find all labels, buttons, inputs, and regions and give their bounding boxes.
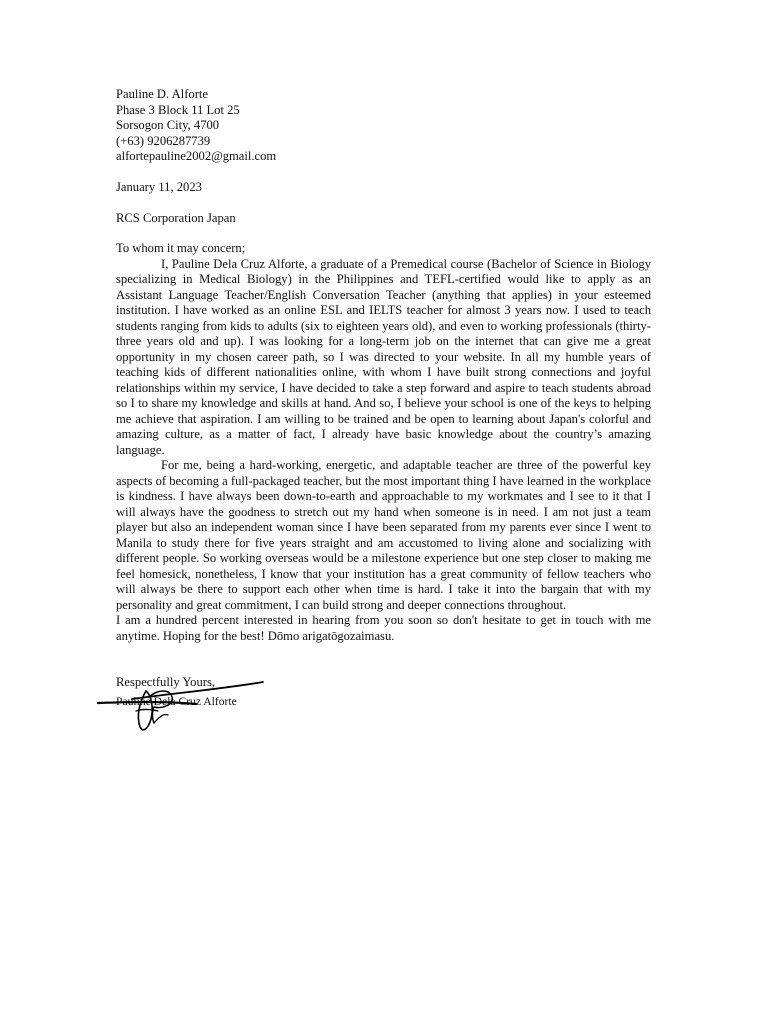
sender-block [116, 87, 651, 165]
salutation-text: To whom it may concern; [116, 241, 246, 255]
sender-phone: (+63) 9206287739 [116, 133, 211, 148]
sender-address-line-2: Sorsogon City, 4700 [116, 118, 220, 132]
letter-date [116, 180, 651, 196]
letter-date-text: January 11, 2023 [116, 180, 202, 194]
closing-text: Respectfully Yours, [116, 675, 216, 689]
salutation [116, 241, 651, 257]
body-paragraph-3: I am a hundred percent interested in hearing from you soon so don't hesitate to get in touch with me anytime. Hoping for the best! Dōmo arigatōgozaimasu. [116, 613, 651, 643]
sender-name: Pauline D. Alforte [116, 87, 208, 101]
body-paragraph-1: I, Pauline Dela Cruz Alforte, a graduate of a Premedical course (Bachelor of Science in Biology specializing in Medical Biology) in the Philippines and TEFL-certified would like to apply as an Assistant Language Teacher/English Conversation Teacher (anything that applies) in your esteemed institution. I have worked as an online ESL and IELTS teacher for almost 3 years now. I used to teach students ranging from kids to adults (six to eighteen years old), and even to working professionals (thirty-three years old and up). I was looking for a long-term job on the internet that can give me a great opportunity in my chosen career path, so I was directed to your website. In all my humble years of teaching kids of different nationalities online, with whom I have built strong connections and joyful relationships within my service, I have decided to take a step forward and aspire to teach students abroad so I to share my knowledge and skills at hand. And so, I believe your school is one of the keys to helping me achieve that aspiration. I am willing to be trained and be open to learning about Japan's colorful and amazing culture, as a matter of fact, I already have basic knowledge about the country’s amazing language. [116, 256, 651, 457]
handwritten-signature [96, 671, 266, 741]
letter [116, 87, 651, 741]
recipient [116, 211, 651, 227]
signature-block [116, 691, 651, 741]
signature-name: Pauline Dela Cruz Alforte [116, 694, 237, 708]
sender-address-line-1: Phase 3 Block 11 Lot 25 [116, 102, 240, 117]
recipient-text: RCS Corporation Japan [116, 210, 236, 225]
body-paragraph-2: For me, being a hard-working, energetic, and adaptable teacher are three of the powerful key aspects of becoming a full-packaged teacher, but the most important thing I have learned in the workplace is kindness. I have always been down-to-earth and approachable to my workmates and I see to it that I will always have the goodness to stretch out my hand when someone is in need. I am not just a team player but also an independent woman since I have been separated from my parents ever since I went to Manila to study there for five years straight and am accustomed to living alone and socializing with different people. So working overseas would be a milestone experience but one step closer to making me feel homesick, nonetheless, I know that your institution has a great community of fellow teachers who will always be there to support each other when time is hard. I take it into the bargain that with my personality and great commitment, I can build strong and deeper connections throughout. [116, 458, 651, 612]
sender-email: alfortepauline2002@gmail.com [116, 149, 277, 163]
